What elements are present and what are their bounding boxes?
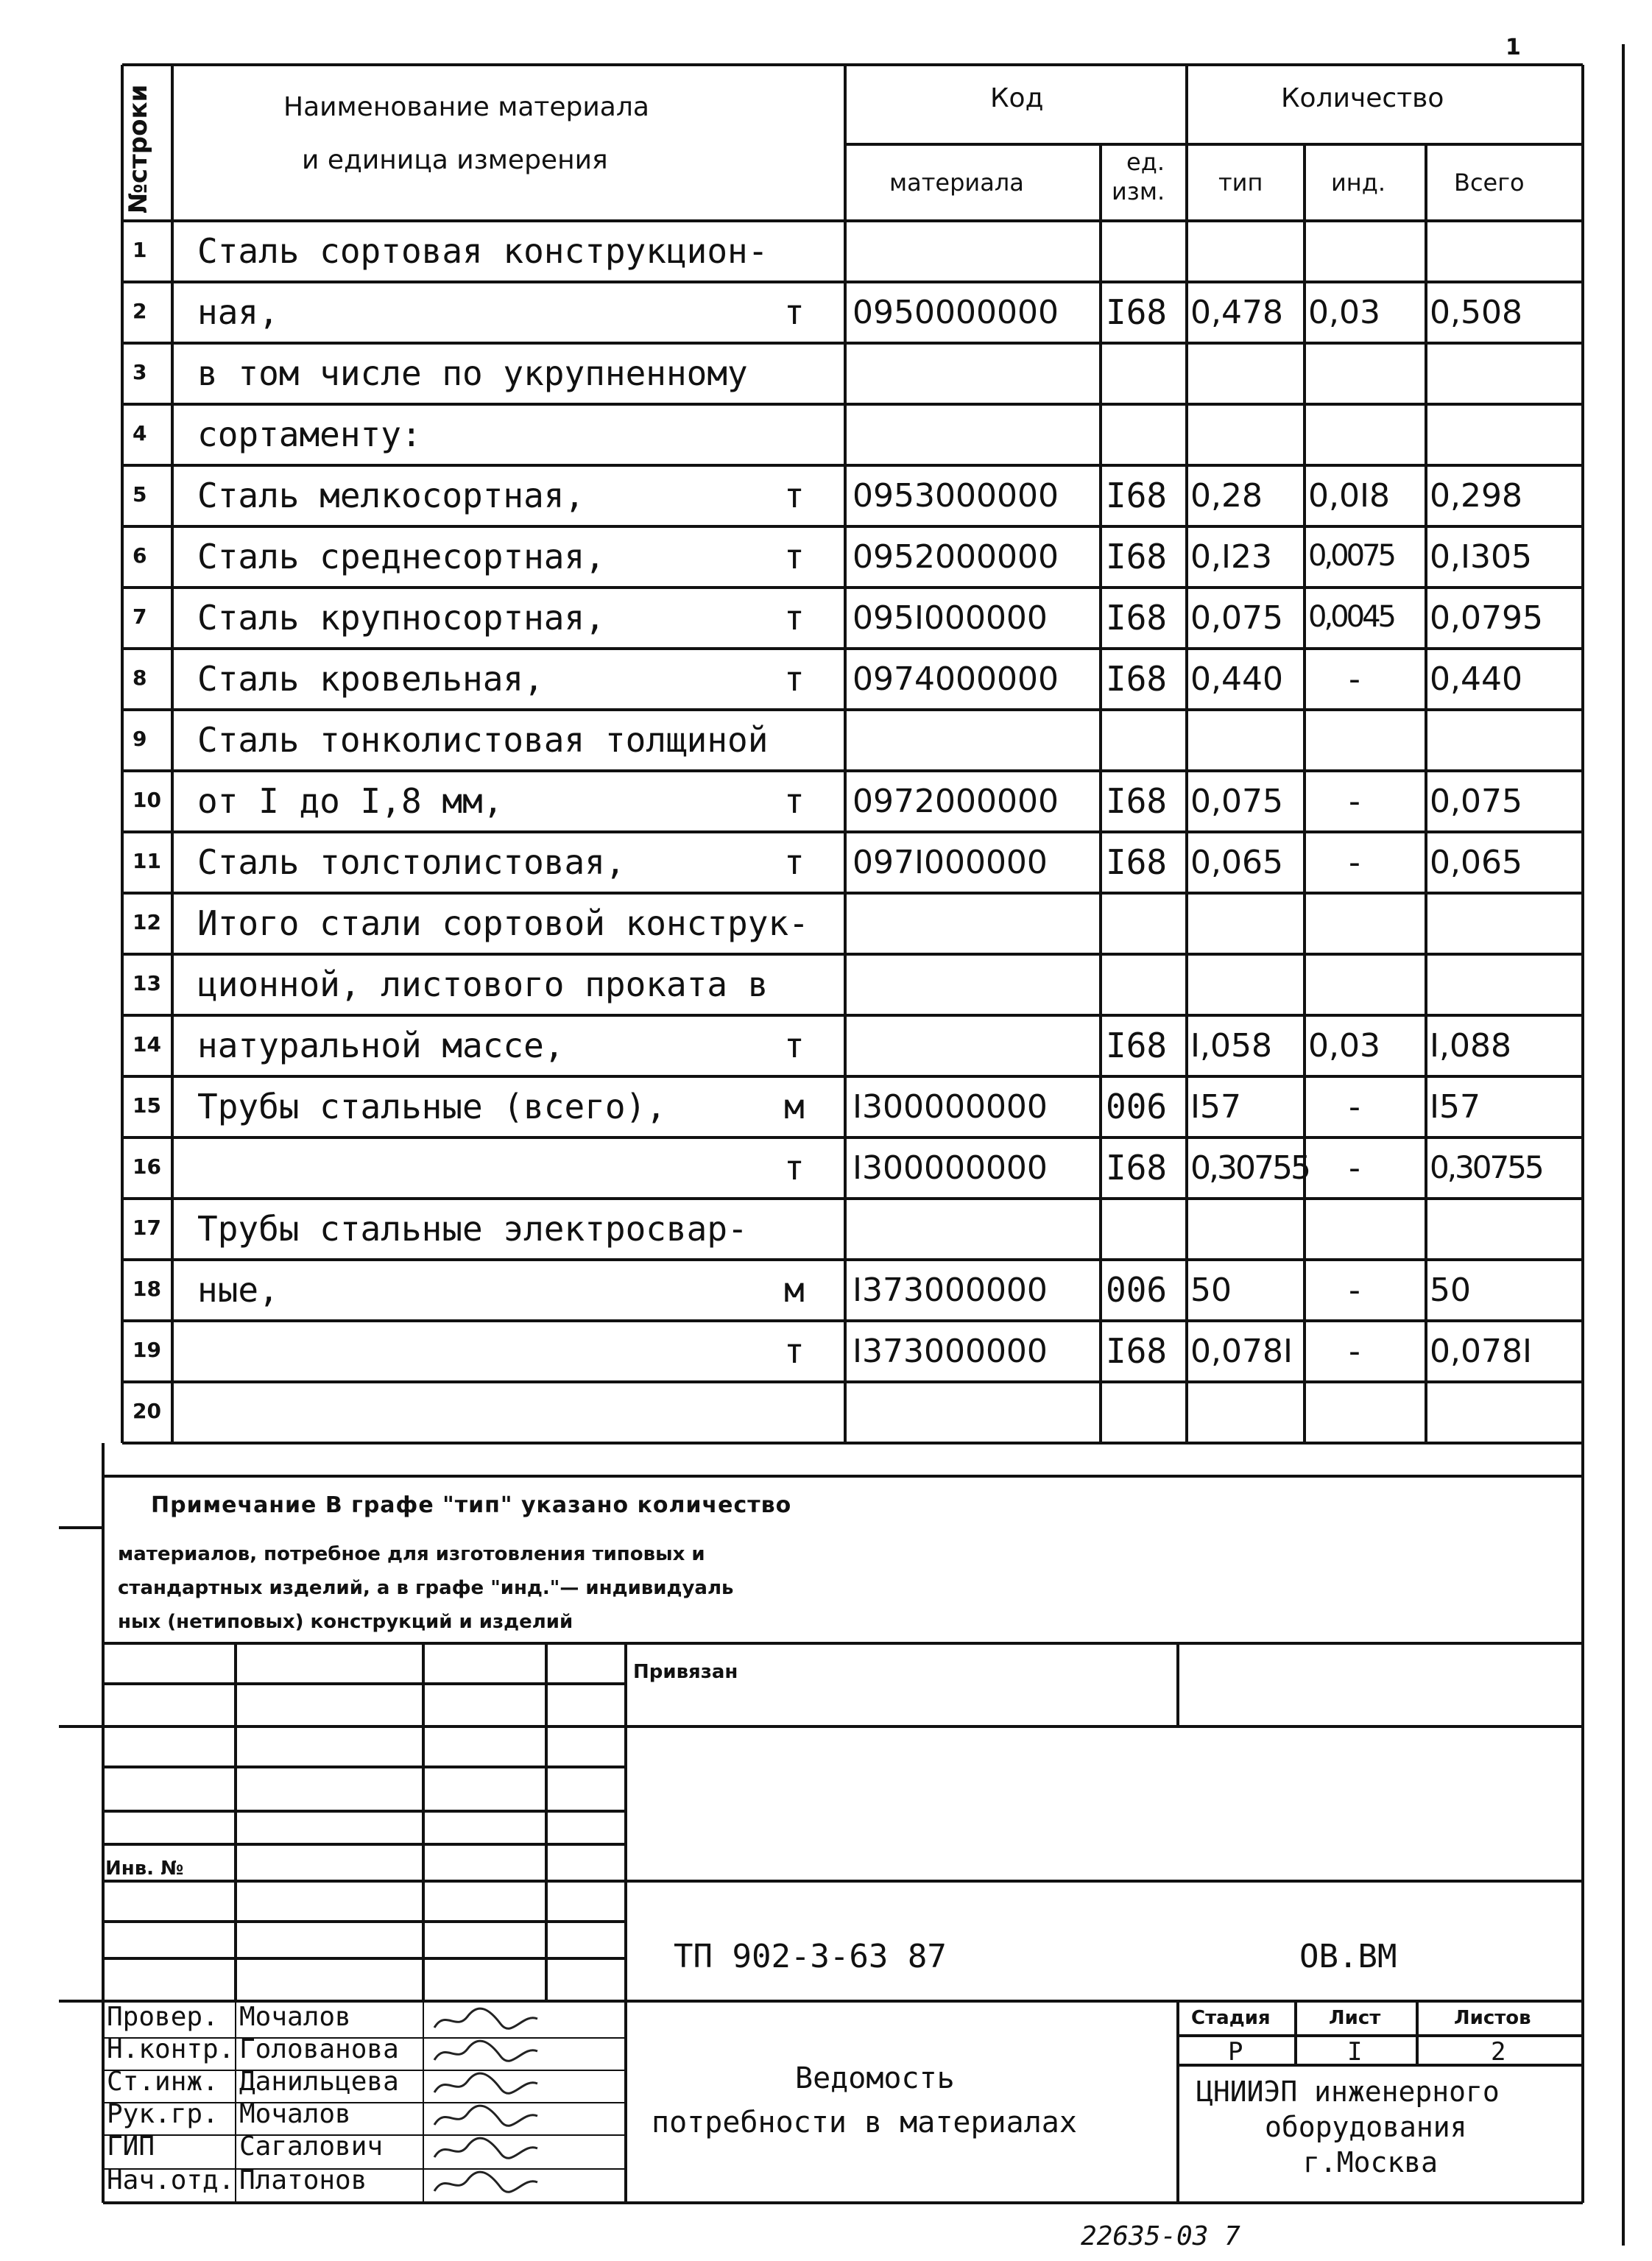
- name-header-line2: и единица измерения: [302, 145, 608, 175]
- row-quantity-typ: 0,28: [1190, 477, 1263, 515]
- row-quantity-ind: -: [1349, 1271, 1360, 1309]
- row-number: 13: [133, 971, 161, 995]
- row-quantity-typ: 0,440: [1190, 660, 1283, 698]
- row-name: Сталь крупносортная,: [197, 598, 605, 638]
- signatory-role: Рук.гр.: [107, 2099, 219, 2129]
- row-number: 2: [133, 299, 147, 323]
- row-material-code: 095I000000: [853, 599, 1048, 637]
- row-name: Трубы стальные (всего),: [197, 1087, 666, 1126]
- row-number: 6: [133, 543, 147, 568]
- row-number: 5: [133, 482, 147, 507]
- row-quantity-ind: -: [1349, 1333, 1360, 1370]
- row-name: ные,: [197, 1270, 279, 1310]
- note-line2: материалов, потребное для изготовления типовых и: [118, 1543, 705, 1565]
- row-quantity-total: 0,065: [1430, 844, 1522, 881]
- signature-mark: [431, 2006, 541, 2035]
- row-name: от I до I,8 мм,: [197, 781, 504, 821]
- row-name: Сталь тонколистовая толщиной: [197, 720, 769, 760]
- row-number: 7: [133, 604, 147, 629]
- organization-line3: г.Москва: [1303, 2146, 1439, 2179]
- row-name: натуральной массе,: [197, 1026, 565, 1065]
- row-unit: т: [784, 1331, 805, 1371]
- row-unit: т: [784, 598, 805, 638]
- row-quantity-total: I,088: [1430, 1027, 1511, 1065]
- row-number: 10: [133, 788, 161, 812]
- stage-label: Стадия: [1191, 2007, 1271, 2029]
- row-name: ная,: [197, 292, 279, 332]
- row-quantity-total: 0,075: [1430, 783, 1522, 820]
- row-quantity-total: 0,0795: [1430, 599, 1543, 637]
- row-name: в том числе по укрупненному: [197, 353, 748, 393]
- row-name: Итого стали сортовой конструк-: [197, 903, 809, 943]
- ind-header: инд.: [1331, 169, 1386, 197]
- signature-mark: [431, 2038, 541, 2067]
- row-name: сортаменту:: [197, 415, 422, 454]
- unit-header-line1: ед.: [1126, 148, 1165, 176]
- sheet-value: I: [1347, 2037, 1363, 2067]
- sheets-value: 2: [1491, 2037, 1506, 2067]
- row-quantity-typ: 0,075: [1190, 783, 1283, 820]
- row-number: 18: [133, 1277, 161, 1301]
- row-number: 19: [133, 1338, 161, 1362]
- document-number: ТП 902-3-63 87: [674, 1938, 947, 1975]
- signatory-name: Мочалов: [239, 2099, 351, 2129]
- row-number: 20: [133, 1399, 161, 1423]
- row-unit: т: [784, 781, 805, 821]
- row-quantity-typ: 0,478: [1190, 294, 1283, 331]
- row-quantity-ind: 0,03: [1308, 1027, 1380, 1065]
- row-unit-code: I68: [1106, 659, 1168, 699]
- row-quantity-total: 0,078I: [1430, 1333, 1532, 1370]
- row-material-code: 0952000000: [853, 538, 1059, 576]
- signature-mark: [431, 2169, 541, 2198]
- row-unit: т: [784, 292, 805, 332]
- row-unit-code: 006: [1106, 1087, 1168, 1126]
- row-quantity-ind: -: [1349, 1149, 1360, 1187]
- row-unit-code: I68: [1106, 781, 1168, 821]
- quantity-header: Количество: [1281, 83, 1444, 113]
- signatory-name: Мочалов: [239, 2002, 351, 2032]
- signatory-name: Сагалович: [239, 2131, 384, 2162]
- total-header: Всего: [1454, 169, 1525, 197]
- row-unit-code: I68: [1106, 1331, 1168, 1371]
- row-material-code: 0950000000: [853, 294, 1059, 331]
- code-header: Код: [990, 83, 1044, 113]
- row-name: Сталь мелкосортная,: [197, 476, 585, 515]
- row-quantity-total: 0,I305: [1430, 538, 1532, 576]
- row-material-code: 0972000000: [853, 783, 1059, 820]
- row-unit: т: [784, 1026, 805, 1065]
- row-quantity-ind: 0,0045: [1308, 600, 1394, 634]
- document-code: ОВ.ВМ: [1299, 1938, 1397, 1975]
- row-number: 3: [133, 360, 147, 384]
- row-quantity-typ: 0,065: [1190, 844, 1283, 881]
- row-unit: т: [784, 476, 805, 515]
- row-number: 16: [133, 1154, 161, 1179]
- stage-value: Р: [1228, 2037, 1243, 2067]
- row-quantity-total: 0,298: [1430, 477, 1522, 515]
- note-line3: стандартных изделий, а в графе "инд."— индивидуаль: [118, 1577, 734, 1599]
- row-unit: т: [784, 659, 805, 699]
- title-line1: Ведомость: [795, 2061, 955, 2095]
- material-code-header: материала: [889, 169, 1024, 197]
- signatory-role: Н.контр.: [107, 2034, 235, 2064]
- row-unit-code: I68: [1106, 292, 1168, 332]
- row-quantity-typ: 0,30755: [1190, 1149, 1309, 1187]
- signatory-role: ГИП: [107, 2131, 155, 2162]
- page-mark: 1: [1505, 35, 1521, 60]
- row-number: 8: [133, 666, 147, 690]
- row-unit-code: I68: [1106, 598, 1168, 638]
- row-unit-code: I68: [1106, 1148, 1168, 1188]
- row-quantity-total: 0,30755: [1430, 1149, 1542, 1185]
- row-unit: т: [784, 842, 805, 882]
- signature-mark: [431, 2103, 541, 2132]
- row-unit: м: [784, 1270, 805, 1310]
- organization-line1: ЦНИИЭП инженерного: [1196, 2075, 1500, 2108]
- row-name: Сталь сортовая конструкцион-: [197, 231, 769, 271]
- name-header-line1: Наименование материала: [283, 92, 649, 122]
- row-quantity-typ: 0,075: [1190, 599, 1283, 637]
- organization-line2: оборудования: [1265, 2111, 1467, 2143]
- privyazan-label: Привязан: [633, 1661, 738, 1683]
- row-material-code: I373000000: [853, 1333, 1048, 1370]
- row-number: 14: [133, 1032, 161, 1057]
- row-unit-code: I68: [1106, 537, 1168, 576]
- row-number-header: №строки: [124, 84, 153, 214]
- note-line1: Примечание В графе "тип" указано количество: [151, 1492, 792, 1518]
- row-number: 11: [133, 849, 161, 873]
- row-quantity-typ: 0,078I: [1190, 1333, 1293, 1370]
- signature-mark: [431, 2135, 541, 2165]
- row-number: 15: [133, 1093, 161, 1118]
- title-line2: потребности в материалах: [652, 2106, 1077, 2140]
- row-material-code: I373000000: [853, 1271, 1048, 1309]
- unit-header-line2: изм.: [1112, 177, 1165, 205]
- row-name: Сталь толстолистовая,: [197, 842, 626, 882]
- sheet-label: Лист: [1329, 2007, 1381, 2029]
- row-quantity-typ: I,058: [1190, 1027, 1272, 1065]
- signatory-name: Данильцева: [239, 2067, 399, 2097]
- row-quantity-typ: 0,I23: [1190, 538, 1272, 576]
- row-number: 4: [133, 421, 147, 445]
- row-name: Сталь среднесортная,: [197, 537, 605, 576]
- row-quantity-typ: 50: [1190, 1271, 1232, 1309]
- signatory-name: Платонов: [239, 2165, 367, 2195]
- signatory-name: Голованова: [239, 2034, 399, 2064]
- footer-code: 22635-03 7: [1081, 2221, 1240, 2251]
- sheets-label: Листов: [1454, 2007, 1531, 2029]
- row-number: 12: [133, 910, 161, 934]
- signatory-role: Ст.инж.: [107, 2067, 219, 2097]
- row-material-code: 0953000000: [853, 477, 1059, 515]
- row-quantity-total: 50: [1430, 1271, 1471, 1309]
- row-number: 1: [133, 238, 147, 262]
- row-material-code: I300000000: [853, 1088, 1048, 1126]
- typ-header: тип: [1218, 169, 1263, 197]
- row-quantity-ind: -: [1349, 844, 1360, 881]
- row-quantity-typ: I57: [1190, 1088, 1241, 1126]
- row-quantity-ind: 0,0075: [1308, 539, 1394, 573]
- row-name: Сталь кровельная,: [197, 659, 544, 699]
- row-quantity-ind: 0,03: [1308, 294, 1380, 331]
- row-unit: т: [784, 1148, 805, 1188]
- signatory-role: Провер.: [107, 2002, 219, 2032]
- note-line4: ных (нетиповых) конструкций и изделий: [118, 1611, 573, 1633]
- row-quantity-ind: -: [1349, 1088, 1360, 1126]
- row-number: 9: [133, 727, 147, 751]
- inv-number-label: Инв. №: [105, 1858, 184, 1880]
- signatory-role: Нач.отд.: [107, 2165, 235, 2195]
- row-material-code: I300000000: [853, 1149, 1048, 1187]
- row-unit-code: I68: [1106, 842, 1168, 882]
- row-unit-code: I68: [1106, 1026, 1168, 1065]
- row-quantity-ind: -: [1349, 660, 1360, 698]
- row-quantity-ind: 0,0I8: [1308, 477, 1390, 515]
- signature-mark: [431, 2070, 541, 2100]
- row-quantity-total: 0,440: [1430, 660, 1522, 698]
- row-number: 17: [133, 1216, 161, 1240]
- row-material-code: 097I000000: [853, 844, 1048, 881]
- row-quantity-ind: -: [1349, 783, 1360, 820]
- row-name: ционной, листового проката в: [197, 964, 769, 1004]
- row-unit: т: [784, 537, 805, 576]
- row-quantity-total: I57: [1430, 1088, 1480, 1126]
- row-unit-code: I68: [1106, 476, 1168, 515]
- row-unit: м: [784, 1087, 805, 1126]
- row-unit-code: 006: [1106, 1270, 1168, 1310]
- row-name: Трубы стальные электросвар-: [197, 1209, 748, 1249]
- row-material-code: 0974000000: [853, 660, 1059, 698]
- row-quantity-total: 0,508: [1430, 294, 1522, 331]
